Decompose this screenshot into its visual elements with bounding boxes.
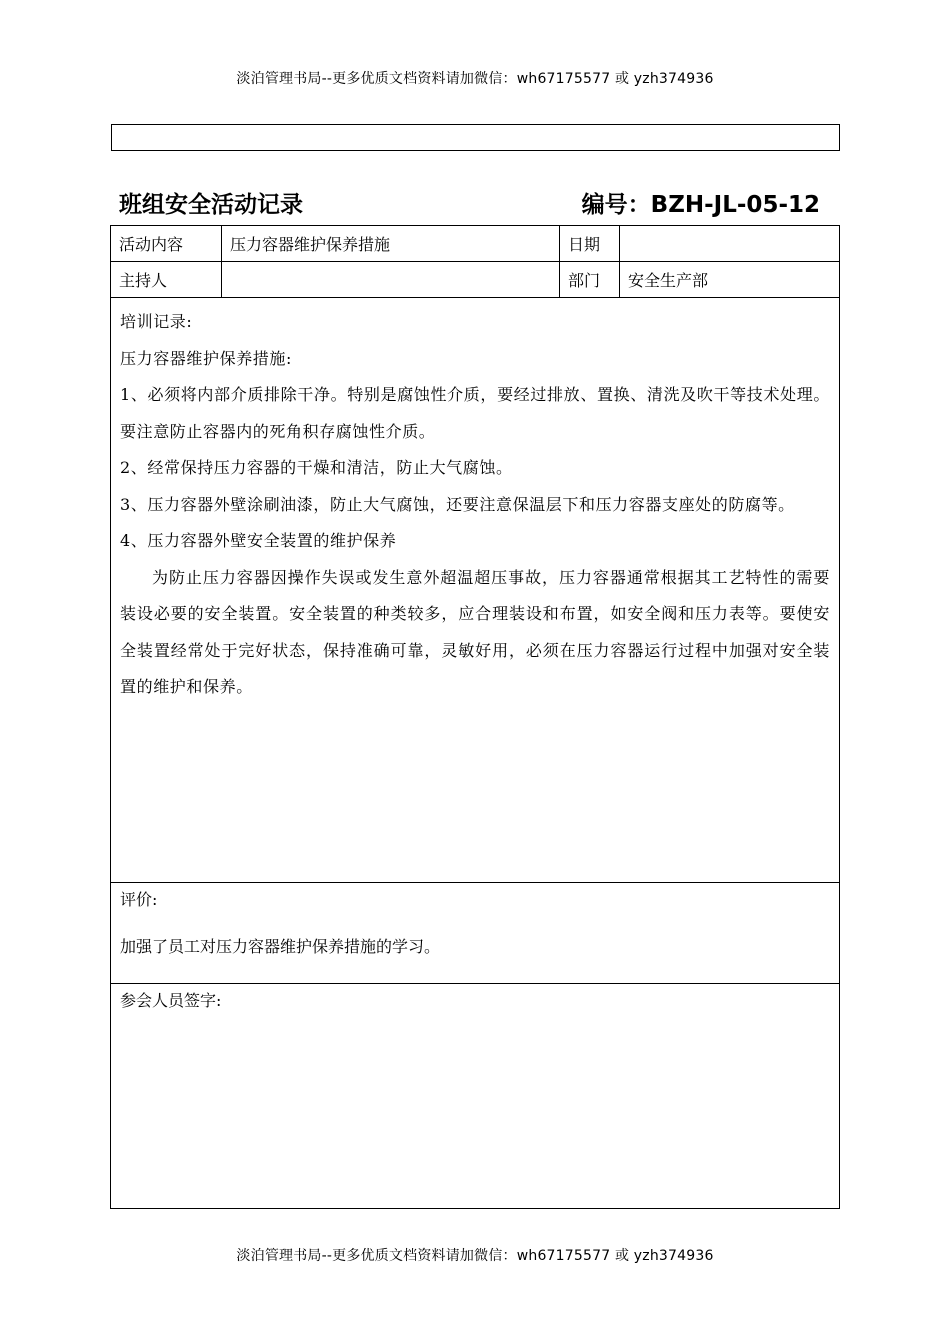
training-record-label: 培训记录: [120,312,193,331]
training-paragraph: 3、压力容器外壁涂刷油漆，防止大气腐蚀，还要注意保温层下和压力容器支座处的防腐等。 [120,494,795,514]
activity-record-form [110,225,840,1209]
document-number: 编号：BZH-JL-05-12 [581,192,820,218]
training-paragraph: 4、压力容器外壁安全装置的维护保养 [120,531,397,550]
date-value [620,226,840,262]
evaluation-cell [111,883,840,984]
evaluation-text: 加强了员工对压力容器维护保养措施的学习。 [120,937,441,956]
date-label: 日期 [560,226,620,262]
header-watermark-note: 淡泊管理书局--更多优质文档资料请加微信：wh67175577 或 yzh374936 [236,71,714,87]
training-record-cell [111,298,840,883]
training-record-heading: 压力容器维护保养措施: [120,348,292,368]
host-label: 主持人 [111,262,222,298]
department-value: 安全生产部 [620,262,840,298]
host-value [222,262,560,298]
training-paragraph: 2、经常保持压力容器的干燥和清洁，防止大气腐蚀。 [120,458,513,477]
signature-row [111,984,840,1209]
host-row [111,262,840,298]
activity-row [111,226,840,262]
training-paragraph: 1、必须将内部介质排除干净。特别是腐蚀性介质，要经过排放、置换、清洗及吹干等技术处理。要注意防止容器内的死角积存腐蚀性介质。 [120,385,830,441]
top-blank-box [111,124,840,151]
activity-value: 压力容器维护保养措施 [222,226,560,262]
footer-watermark-note: 淡泊管理书局--更多优质文档资料请加微信：wh67175577 或 yzh374936 [236,1248,714,1264]
evaluation-label: 评价: [120,890,158,909]
signature-label: 参会人员签字: [120,991,222,1010]
activity-label: 活动内容 [111,226,222,262]
training-indented-paragraph: 为防止压力容器因操作失误或发生意外超温超压事故，压力容器通常根据其工艺特性的需要装设必要的安全装置。安全装置的种类较多，应合理装设和布置，如安全阀和压力表等。要使安全装置经常处于完好状态，保持准确可靠，灵敏好用，必须在压力容器运行过程中加强对安全装置的维护和保养。 [120,567,830,696]
page-title: 班组安全活动记录 [119,192,303,218]
department-label: 部门 [560,262,620,298]
training-record-row [111,298,840,883]
evaluation-row [111,883,840,984]
signature-cell [111,984,840,1209]
